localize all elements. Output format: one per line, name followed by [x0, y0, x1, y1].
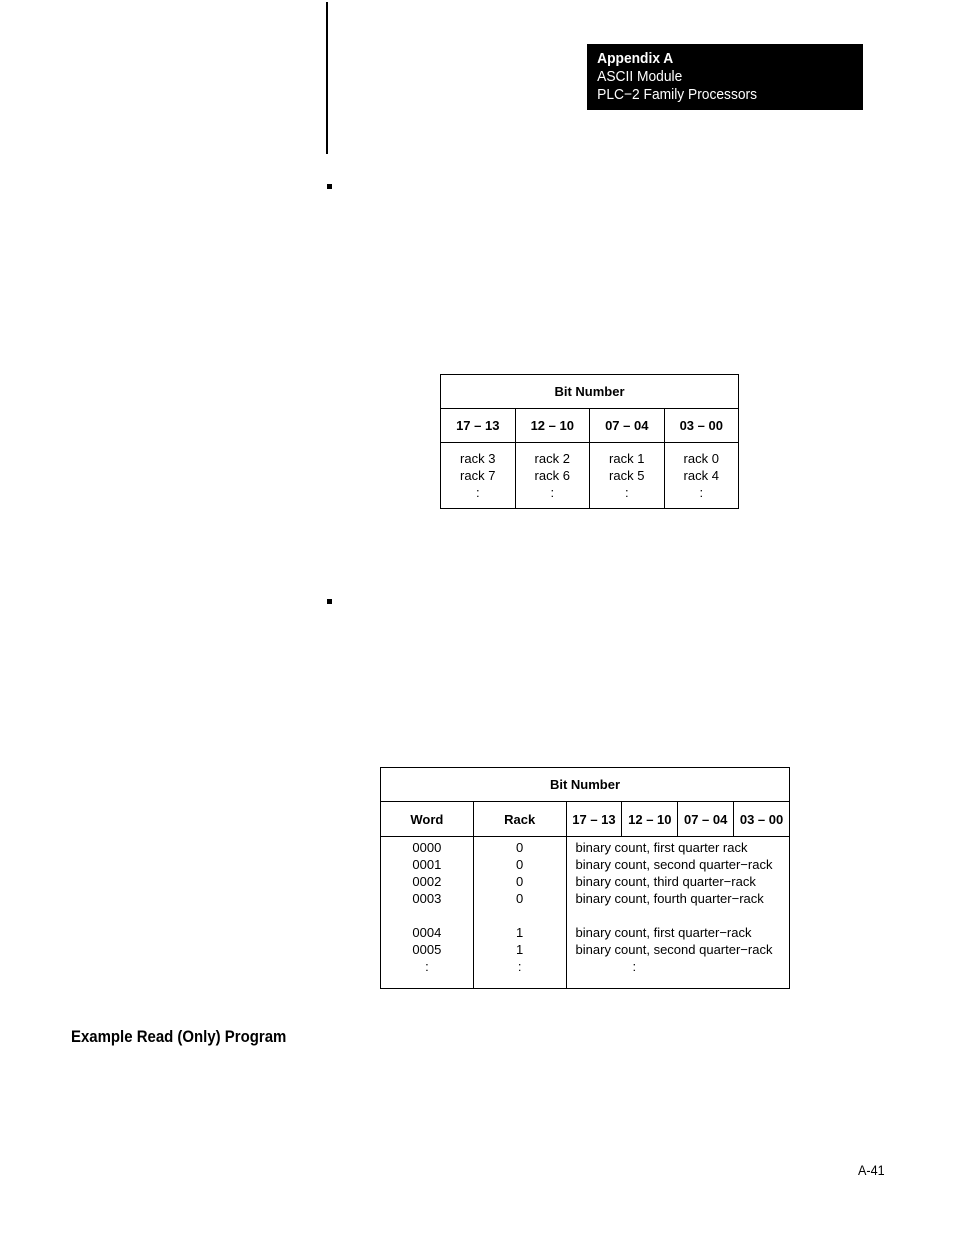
column-header-word: Word [381, 802, 474, 837]
description-text: binary count, third quarter−rack [575, 874, 756, 889]
section-heading: Example Read (Only) Program [71, 1027, 287, 1046]
column-header: 12 – 10 [622, 802, 678, 837]
table-title: Bit Number [441, 375, 739, 409]
cell-text: rack 2 [534, 451, 570, 466]
table-cell [590, 443, 665, 509]
word-column [381, 837, 474, 989]
rack-value: : [517, 959, 522, 974]
rack-value: 1 [516, 925, 524, 940]
column-header: 07 – 04 [678, 802, 734, 837]
page-number: A-41 [858, 1162, 885, 1178]
description-column [566, 837, 789, 989]
cell-text: : [475, 485, 480, 500]
cell-text: : [624, 485, 629, 500]
cell-text: rack 3 [460, 451, 496, 466]
description-text: binary count, second quarter−rack [575, 942, 773, 957]
column-header-rack: Rack [473, 802, 566, 837]
description-text: : [632, 959, 637, 974]
bullet-marker [327, 184, 332, 189]
cell-text: rack 6 [534, 468, 570, 483]
word-rack-table [380, 767, 790, 989]
cell-text: rack 7 [460, 468, 496, 483]
rack-value: 0 [516, 840, 524, 855]
cell-text: : [699, 485, 704, 500]
margin-rule [326, 2, 328, 154]
appendix-subtitle: ASCII Module [597, 68, 683, 85]
description-text: binary count, second quarter−rack [575, 857, 773, 872]
description-text: binary count, first quarter−rack [575, 925, 752, 940]
cell-text: rack 1 [609, 451, 645, 466]
rack-value: 0 [516, 857, 524, 872]
rack-column [473, 837, 566, 989]
column-header: 17 – 13 [566, 802, 622, 837]
column-header: 03 – 00 [664, 409, 739, 443]
table-title: Bit Number [381, 768, 790, 802]
column-header: 12 – 10 [515, 409, 590, 443]
column-header: 17 – 13 [441, 409, 516, 443]
word-value: 0005 [412, 942, 442, 957]
bullet-marker [327, 599, 332, 604]
rack-value: 1 [516, 942, 524, 957]
rack-value: 0 [516, 891, 524, 906]
appendix-header [587, 44, 863, 110]
table-cell [515, 443, 590, 509]
word-value: 0003 [412, 891, 442, 906]
word-value: : [425, 959, 429, 974]
cell-text: : [550, 485, 555, 500]
cell-text: rack 4 [683, 468, 719, 483]
description-text: binary count, fourth quarter−rack [575, 891, 764, 906]
cell-text: rack 5 [609, 468, 645, 483]
table-cell [441, 443, 516, 509]
cell-text: rack 0 [683, 451, 719, 466]
column-header: 07 – 04 [590, 409, 665, 443]
appendix-subtitle-2: PLC−2 Family Processors [597, 86, 758, 103]
rack-value: 0 [516, 874, 524, 889]
word-value: 0001 [412, 857, 442, 872]
word-value: 0002 [412, 874, 442, 889]
appendix-title: Appendix A [597, 50, 674, 67]
word-value: 0000 [412, 840, 442, 855]
rack-bit-table [440, 374, 739, 509]
column-header: 03 – 00 [734, 802, 790, 837]
description-text: binary count, first quarter rack [575, 840, 748, 855]
table-cell [664, 443, 739, 509]
word-value: 0004 [412, 925, 442, 940]
